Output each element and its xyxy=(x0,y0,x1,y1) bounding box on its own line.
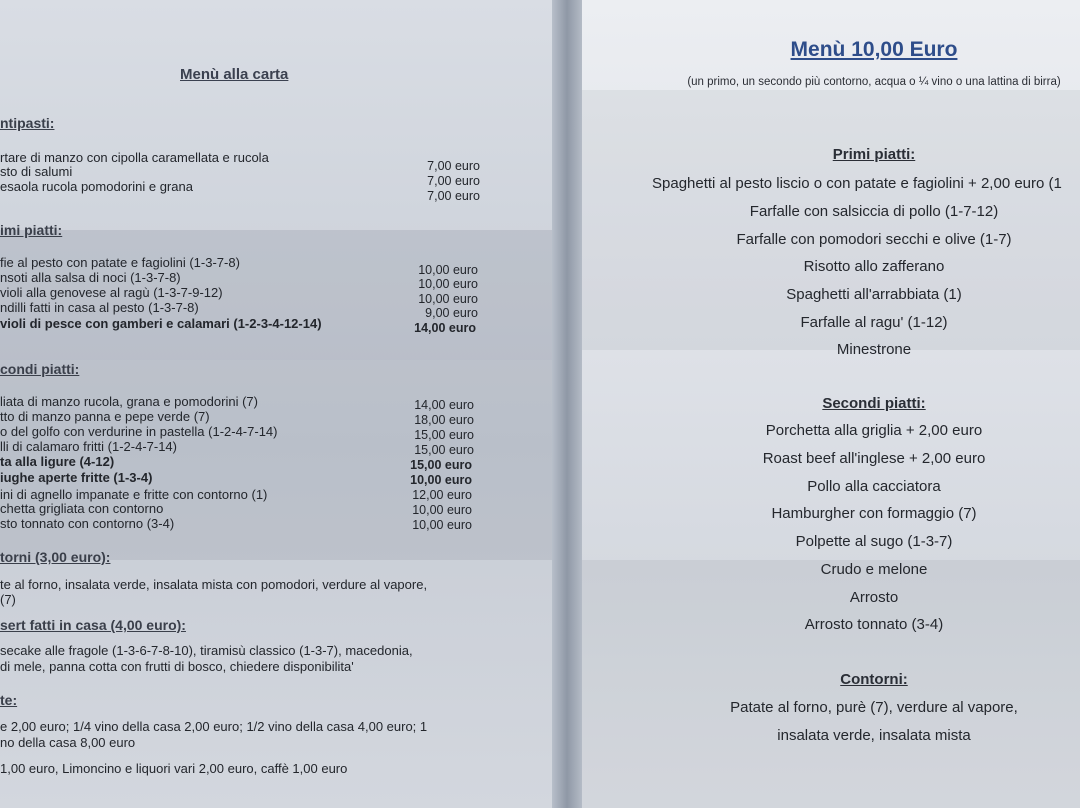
sheet-gutter xyxy=(552,0,582,808)
dessert-line: secake alle fragole (1-3-6-7-8-10), tiramisù classico (1-3-7), macedonia, xyxy=(0,643,413,658)
right-secondi-item: Roast beef all'inglese + 2,00 euro xyxy=(762,450,986,467)
right-secondi-item: Pollo alla cacciatora xyxy=(807,478,941,495)
antipasti-price: 7,00 euro xyxy=(427,159,480,173)
left-menu-title: Menù alla carta xyxy=(180,66,289,83)
primi-item: fie al pesto con patate e fagiolini (1-3-7-8) xyxy=(0,255,240,270)
secondi-heading: condi piatti: xyxy=(0,361,80,377)
right-primi-item: Spaghetti al pesto liscio o con patate e fagiolini + 2,00 euro (1 xyxy=(652,175,1062,192)
primi-item: nsoti alla salsa di noci (1-3-7-8) xyxy=(0,270,181,285)
antipasti-item: rtare di manzo con cipolla caramellata e rucola xyxy=(0,150,269,165)
secondi-price: 10,00 euro xyxy=(412,518,472,532)
bevande-line: e 2,00 euro; 1/4 vino della casa 2,00 euro; 1/2 vino della casa 4,00 euro; 1 xyxy=(0,719,428,734)
bevande-heading: te: xyxy=(0,692,18,708)
secondi-price: 15,00 euro xyxy=(414,443,474,457)
antipasti-price: 7,00 euro xyxy=(427,189,480,203)
antipasti-price: 7,00 euro xyxy=(427,174,480,188)
right-primi-item: Spaghetti all'arrabbiata (1) xyxy=(786,286,962,303)
secondi-item: liata di manzo rucola, grana e pomodorini (7) xyxy=(0,394,258,409)
right-secondi-item: Arrosto tonnato (3-4) xyxy=(804,616,944,633)
secondi-item: tto di manzo panna e pepe verde (7) xyxy=(0,409,210,424)
primi-price: 14,00 euro xyxy=(414,321,476,335)
primi-price: 9,00 euro xyxy=(425,306,478,320)
contorni-line: (7) xyxy=(0,592,16,607)
primi-item: violi di pesce con gamberi e calamari (1-2-3-4-12-14) xyxy=(0,316,322,331)
secondi-price: 14,00 euro xyxy=(414,398,474,412)
secondi-item: ta alla ligure (4-12) xyxy=(0,454,115,469)
bevande-line: no della casa 8,00 euro xyxy=(0,735,136,750)
right-secondi-heading: Secondi piatti: xyxy=(822,395,926,412)
right-primi-item: Minestrone xyxy=(836,341,912,358)
secondi-item: sto tonnato con contorno (3-4) xyxy=(0,516,175,531)
antipasti-item: esaola rucola pomodorini e grana xyxy=(0,179,193,194)
secondi-item: chetta grigliata con contorno xyxy=(0,501,164,516)
right-menu-title: Menù 10,00 Euro xyxy=(790,38,958,61)
primi-price: 10,00 euro xyxy=(418,292,478,306)
dessert-line: di mele, panna cotta con frutti di bosco, chiedere disponibilita' xyxy=(0,659,354,674)
primi-price: 10,00 euro xyxy=(418,263,478,277)
secondi-price: 10,00 euro xyxy=(410,473,472,487)
right-secondi-item: Porchetta alla griglia + 2,00 euro xyxy=(765,422,983,439)
primi-price: 10,00 euro xyxy=(418,277,478,291)
dessert-heading: sert fatti in casa (4,00 euro): xyxy=(0,617,186,633)
right-menu-subtitle: (un primo, un secondo più contorno, acqua o ¼ vino o una lattina di birra) xyxy=(687,76,1061,88)
right-primi-item: Risotto allo zafferano xyxy=(803,258,945,275)
primi-item: violi alla genovese al ragù (1-3-7-9-12) xyxy=(0,285,223,300)
secondi-price: 12,00 euro xyxy=(412,488,472,502)
right-secondi-item: Arrosto xyxy=(849,589,899,606)
right-secondi-item: Polpette al sugo (1-3-7) xyxy=(795,533,953,550)
right-primi-item: Farfalle al ragu' (1-12) xyxy=(800,314,948,331)
secondi-price: 15,00 euro xyxy=(414,428,474,442)
secondi-item: o del golfo con verdurine in pastella (1-2-4-7-14) xyxy=(0,424,278,439)
primi-heading: imi piatti: xyxy=(0,222,63,238)
right-primi-item: Farfalle con pomodori secchi e olive (1-7) xyxy=(736,231,1012,248)
bevande-line: 1,00 euro, Limoncino e liquori vari 2,00 euro, caffè 1,00 euro xyxy=(0,761,348,776)
right-contorni-line: Patate al forno, purè (7), verdure al vapore, xyxy=(730,699,1018,716)
secondi-price: 10,00 euro xyxy=(412,503,472,517)
secondi-item: iughe aperte fritte (1-3-4) xyxy=(0,470,153,485)
contorni-line: te al forno, insalata verde, insalata mista con pomodori, verdure al vapore, xyxy=(0,577,428,592)
secondi-price: 18,00 euro xyxy=(414,413,474,427)
right-primi-heading: Primi piatti: xyxy=(832,146,916,163)
secondi-item: lli di calamaro fritti (1-2-4-7-14) xyxy=(0,439,177,454)
contorni-heading: torni (3,00 euro): xyxy=(0,549,111,565)
right-menu-sheet xyxy=(582,0,1080,808)
right-secondi-item: Hamburgher con formaggio (7) xyxy=(771,505,977,522)
right-contorni-line: insalata verde, insalata mista xyxy=(777,727,971,744)
secondi-price: 15,00 euro xyxy=(410,458,472,472)
primi-item: ndilli fatti in casa al pesto (1-3-7-8) xyxy=(0,300,199,315)
secondi-item: ini di agnello impanate e fritte con contorno (1) xyxy=(0,487,268,502)
right-primi-item: Farfalle con salsiccia di pollo (1-7-12) xyxy=(749,203,999,220)
right-secondi-item: Crudo e melone xyxy=(820,561,928,578)
right-contorni-heading: Contorni: xyxy=(840,671,908,688)
antipasti-heading: ntipasti: xyxy=(0,115,55,131)
antipasti-item: sto di salumi xyxy=(0,164,73,179)
